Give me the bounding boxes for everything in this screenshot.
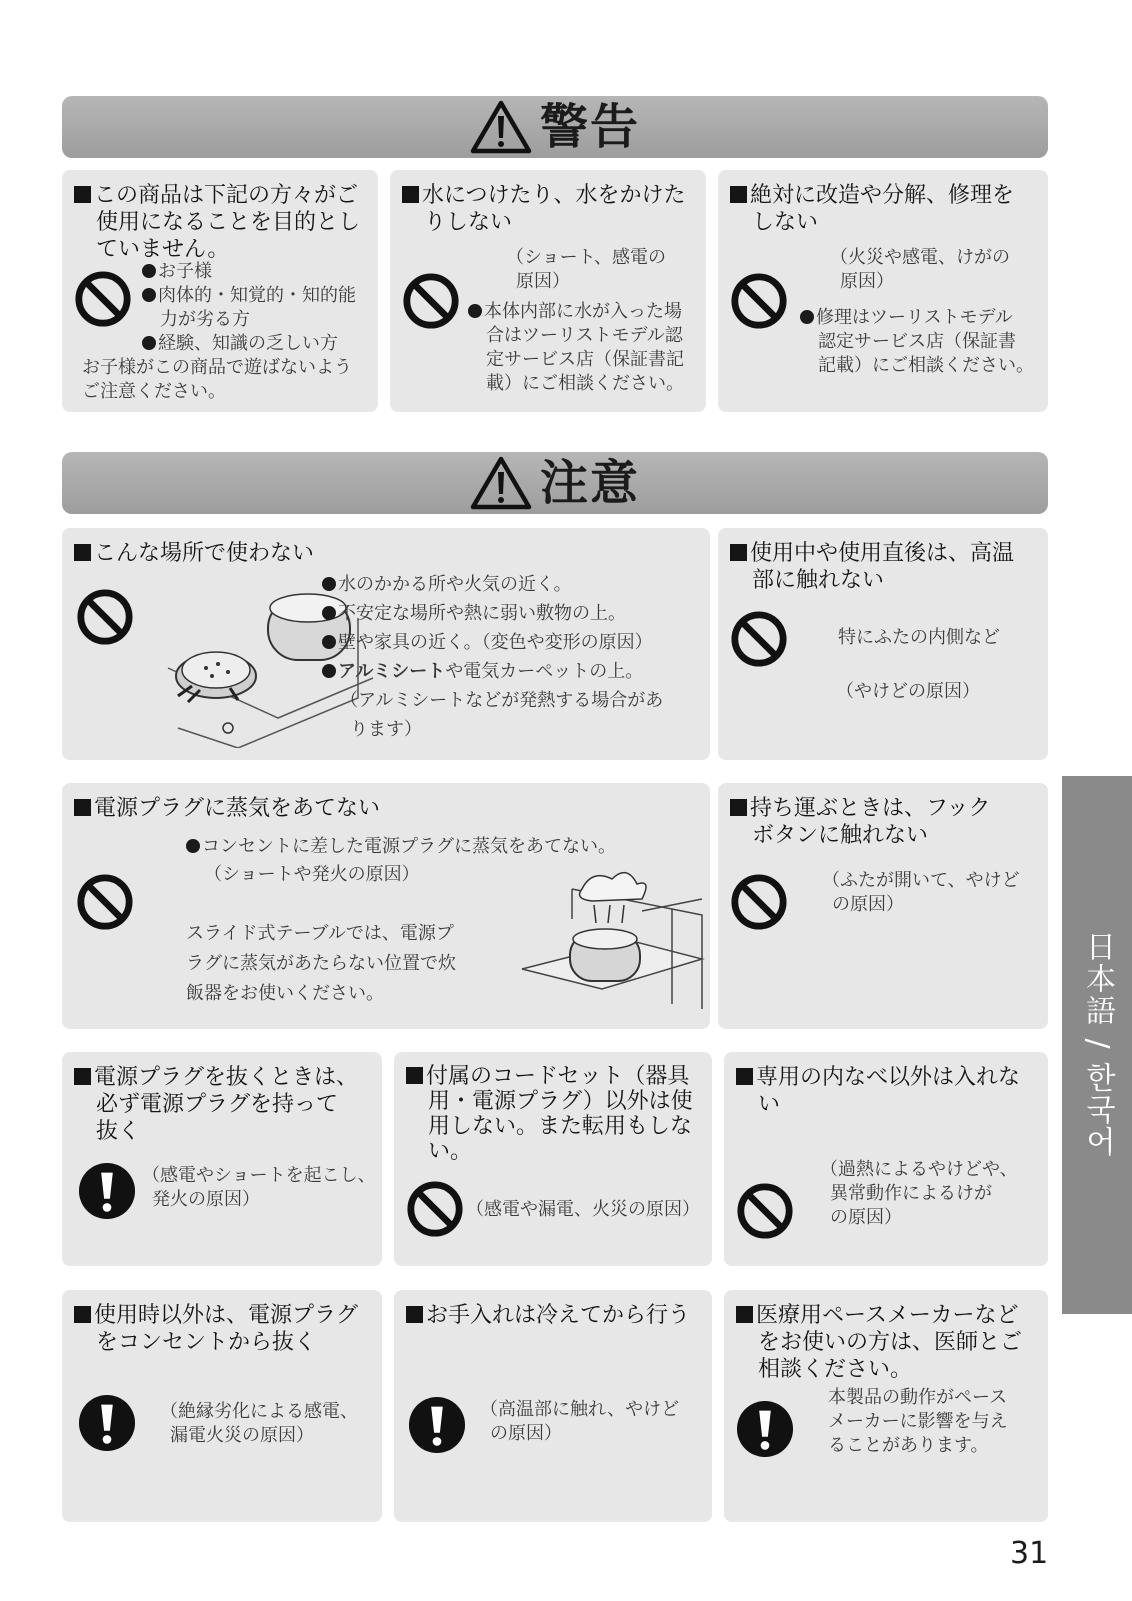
box-heading: この商品は下記の方々がご 使用になることを目的とし ていません。: [74, 182, 372, 263]
prohibited-icon: [730, 873, 788, 931]
prohibited-icon: [730, 610, 788, 668]
warning-box-children: [62, 170, 378, 412]
reason-text: （火災や感電、けがの 原因）: [830, 247, 1010, 292]
warning-title: 警告: [539, 99, 640, 155]
prohibited-icon: [402, 272, 460, 330]
prohibited-icon: [736, 1182, 794, 1240]
prohibited-icon: [74, 270, 132, 328]
box-heading: 使用中や使用直後は、高温 部に触れない: [730, 540, 1042, 594]
bullet-text: 本体内部に水が入った場 合はツーリストモデル認 定サービス店（保証書記 載）にご相談ください。: [468, 300, 684, 396]
box-heading: 電源プラグに蒸気をあてない: [74, 795, 704, 822]
box-heading: お手入れは冷えてから行う: [406, 1302, 706, 1329]
reason-text: （感電やショートを起こし、 発火の原因）: [142, 1165, 376, 1210]
caution-title: 注意: [539, 455, 640, 511]
caution-box-place: [62, 528, 710, 760]
box-heading: 水につけたり、水をかけた りしない: [402, 182, 700, 236]
page-number: 31: [1010, 1536, 1049, 1571]
box-heading: 持ち運ぶときは、フック ボタンに触れない: [730, 795, 1042, 849]
reason-text: （やけどの原因）: [836, 681, 980, 702]
box-heading: こんな場所で使わない: [74, 540, 704, 567]
prohibited-icon: [730, 272, 788, 330]
caution-banner: [62, 452, 1048, 514]
mandatory-icon: [408, 1396, 466, 1454]
caution-box-pacemaker: [724, 1290, 1048, 1522]
box-heading: 使用時以外は、電源プラグ をコンセントから抜く: [74, 1302, 376, 1356]
reason-text: （ショート、感電の 原因）: [506, 247, 667, 292]
bullet-list: お子様 肉体的・知覚的・知的能 力が劣る方 経験、知識の乏しい方: [142, 260, 356, 356]
warning-box-modify: [718, 170, 1048, 412]
reason-text: （感電や漏電、火災の原因）: [466, 1199, 700, 1220]
hot-text: 特にふたの内側など: [838, 627, 1000, 648]
prohibited-icon: [406, 1180, 464, 1238]
box-heading: 絶対に改造や分解、修理を しない: [730, 182, 1042, 236]
warning-triangle-icon: [470, 100, 532, 154]
caution-box-clean: [394, 1290, 712, 1522]
pacemaker-text: 本製品の動作がペース メーカーに影響を与え ることがあります。: [828, 1387, 1008, 1456]
language-tab-label: 日本語 / 한국어: [1080, 931, 1115, 1159]
box-heading: 医療用ペースメーカーなど をお使いの方は、医師とご 相談ください。: [736, 1302, 1042, 1383]
caution-box-unplug: [62, 1052, 382, 1266]
language-side-tab[interactable]: [1062, 776, 1132, 1314]
caution-box-hook: [718, 783, 1048, 1029]
caution-box-outlet: [62, 1290, 382, 1522]
mandatory-icon: [736, 1400, 794, 1458]
prohibited-icon: [76, 873, 134, 931]
warning-triangle-icon: [470, 456, 532, 510]
mandatory-icon: [78, 1394, 136, 1452]
warning-box-water: [390, 170, 706, 412]
box-note: お子様がこの商品で遊ばないよう ご注意ください。: [82, 357, 352, 402]
reason-text: （絶縁劣化による感電、 漏電火災の原因）: [160, 1401, 358, 1446]
box-heading: 電源プラグを抜くときは、 必ず電源プラグを持って 抜く: [74, 1064, 376, 1145]
reason-text: （過熱によるやけどや、 異常動作によるけが の原因）: [820, 1159, 1018, 1228]
reason-text: （高温部に触れ、やけど の原因）: [480, 1399, 680, 1444]
caution-box-hot: [718, 528, 1048, 760]
box-heading: 専用の内なべ以外は入れな い: [736, 1064, 1042, 1118]
box-heading: 付属のコードセット（器具 用・電源プラグ）以外は使 用しない。また転用もしな い。: [406, 1064, 706, 1164]
warning-banner: [62, 96, 1048, 158]
caution-box-cord: [394, 1052, 712, 1266]
bullet-text: 修理はツーリストモデル 認定サービス店（保証書 記載）にご相談ください。: [800, 306, 1034, 378]
reason-text: （ふたが開いて、やけど の原因）: [822, 870, 1020, 915]
steam-note: スライド式テーブルでは、電源プ ラグに蒸気があたらない位置で炊 飯器をお使いください。: [186, 923, 456, 1004]
bullet-list: 水のかかる所や火気の近く。 不安定な場所や熱に弱い敷物の上。 壁や家具の近く。（変色や変形の原因） アルミシートや電気カーペットの上。 （アルミシートなどが発熱する場合があ ります）: [322, 570, 663, 744]
bullet-text: コンセントに差した電源プラグに蒸気をあてない。 （ショートや発火の原因）: [186, 835, 616, 887]
prohibited-icon: [76, 588, 134, 646]
caution-box-steam: [62, 783, 710, 1029]
slide-table-illustration: [512, 859, 708, 1019]
mandatory-icon: [78, 1162, 136, 1220]
caution-box-pot: [724, 1052, 1048, 1266]
